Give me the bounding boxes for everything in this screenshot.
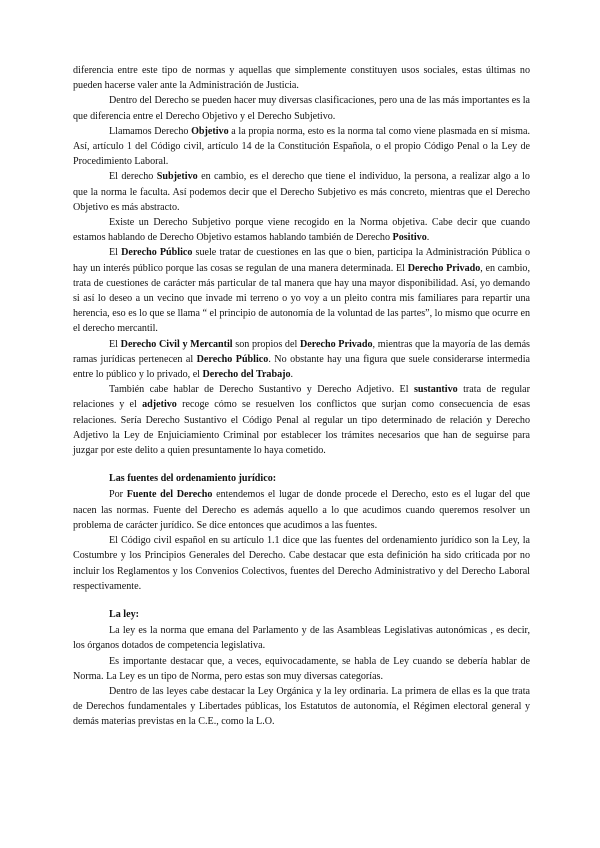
text-run: El xyxy=(109,338,121,350)
text-block-fuentes xyxy=(73,487,530,593)
bold-term: sustantivo xyxy=(413,384,458,396)
text-run: son propios del xyxy=(232,338,300,350)
bold-term: Positivo xyxy=(392,232,427,244)
bold-term: Subjetivo xyxy=(156,171,198,183)
paragraph xyxy=(73,245,530,336)
text-run: El Código civil español en su artículo 1.1 dice que las fuentes del ordenamiento jurídico son la Ley, la Costumbre y los Principios Generales del Derecho. Cabe destacar que esta definición ha sido criticada por no incluir los Reglamentos y los Convenios Colectivos, fuentes del Derecho Administrativo y del Derecho Laboral respectivamente. xyxy=(73,535,530,592)
text-run: Dentro de las leyes cabe destacar la Ley Orgánica y la ley ordinaria. La primera de ellas es la que trata de Derechos fundamentales y Libertades públicas, los Estatutos de autonomía, el Régimen electoral general y demás materias previstas en la C.E., como la L.O. xyxy=(73,685,530,728)
paragraph xyxy=(73,93,530,123)
bold-term: Derecho Privado xyxy=(299,338,373,350)
paragraph xyxy=(73,654,530,684)
paragraph xyxy=(73,382,530,458)
text-run: entendemos el lugar de donde procede el Derecho, esto es el lugar del que nacen las normas. Fuente del Derecho es además aquello a lo que acudimos cuando queremos resolver un problema de carácter jurídico. Se dice entonces que acudimos a las fuentes. xyxy=(73,489,530,531)
text-run: Por xyxy=(109,489,127,501)
text-block-ley xyxy=(73,623,530,729)
text-run: , mientras que la mayoría de las demás ramas jurídicas pertenecen al xyxy=(73,338,530,365)
paragraph xyxy=(73,533,530,594)
bold-term: adjetivo xyxy=(142,399,177,411)
paragraph xyxy=(73,215,530,245)
paragraph xyxy=(73,623,530,653)
text-run: a la propia norma, esto es la norma tal como viene plasmada en sí misma. Así, artículo 1 del Código civil, artículo 14 de la Constitución Española, o el propio Código Penal o la Ley de Procedimiento Laboral. xyxy=(73,125,531,168)
bold-term: Derecho del Trabajo xyxy=(202,369,291,381)
text-run: en cambio, es el derecho que tiene el individuo, la persona, a realizar algo a lo que la norma le faculta. Así podemos decir que el Derecho Subjetivo es más concreto, mientras que el Derecho Objetivo es más abstracto. xyxy=(73,171,530,213)
bold-term: Derecho Civil y Mercantil xyxy=(120,338,233,350)
paragraph xyxy=(73,487,530,533)
bold-term: Fuente del Derecho xyxy=(126,489,213,501)
text-run: La ley es la norma que emana del Parlamento y de las Asambleas Legislativas autonómicas , es decir, los órganos dotados de competencia legislativa. xyxy=(73,625,530,652)
text-block-derecho xyxy=(73,63,530,458)
text-run: También cabe hablar de Derecho Sustantivo y Derecho Adjetivo. El xyxy=(109,384,414,396)
text-run: Es importante destacar que, a veces, equivocadamente, se habla de Ley cuando se debería hablar de Norma. La Ley es un tipo de Norma, pero estas son muy diversas categorías. xyxy=(73,655,530,682)
section-heading-ley: La ley: xyxy=(109,608,139,620)
section-heading-fuentes: Las fuentes del ordenamiento jurídico: xyxy=(109,473,277,485)
text-run: suele tratar de cuestiones en las que o bien, participa la Administración Pública o hay un interés público porque las cosas se regulan de una manera determinada. El xyxy=(73,247,530,274)
text-run: Existe un Derecho Subjetivo porque viene recogido en la Norma objetiva. Cabe decir que cuando estamos hablando de Derecho Objetivo estamos hablando también de Derecho xyxy=(73,217,530,244)
text-run: . xyxy=(426,232,430,244)
text-run: recoge cómo se resuelven los conflictos que surjan como consecuencia de esas relaciones. Sería Derecho Sustantivo el Código Penal al regular un tipo determinado de relación y Derecho Adjetivo la Ley de Enjuiciamiento Criminal por establecer los trámites necesarios que han de seguirse para juzgar por este delito a quien presuntamente lo haya cometido. xyxy=(73,399,530,457)
text-run: El xyxy=(109,247,122,259)
text-run: trata de regular relaciones y el xyxy=(73,384,531,411)
bold-term: Derecho Privado xyxy=(407,262,481,274)
bold-term: Objetivo xyxy=(191,125,229,137)
paragraph xyxy=(73,337,530,383)
text-run: diferencia entre este tipo de normas y aquellas que simplemente constituyen usos sociales, estas últimas no pueden hacerse valer ante la Administración de Justicia. xyxy=(73,65,530,92)
text-run: , en cambio, trata de cuestiones de carácter más particular de tal manera que hay una mayor disponibilidad. Así, yo demando si así lo deseo a un vecino que invade mi terreno o yo voy a un pleito contra mis familiares para repartir una herencia, eso es lo que se llama “ el principio de autonomía de la voluntad de las partes”, lo mismo que ocurre en el derecho mercantil. xyxy=(73,262,530,335)
text-run: El derecho xyxy=(109,171,157,183)
paragraph xyxy=(73,169,530,215)
bold-term: Derecho Público xyxy=(121,247,193,259)
bold-term: Derecho Público xyxy=(196,353,269,365)
paragraph xyxy=(73,63,530,93)
paragraph xyxy=(73,124,530,170)
paragraph xyxy=(73,684,530,730)
text-run: Dentro del Derecho se pueden hacer muy diversas clasificaciones, pero una de las más importantes es la que diferencia entre el Derecho Objetivo y el Derecho Subjetivo. xyxy=(73,95,530,122)
text-run: . No obstante hay una figura que suele considerarse intermedia entre lo público y lo privado, el xyxy=(73,353,530,381)
text-run: Llamamos Derecho xyxy=(109,125,192,137)
text-run: . xyxy=(290,369,294,381)
